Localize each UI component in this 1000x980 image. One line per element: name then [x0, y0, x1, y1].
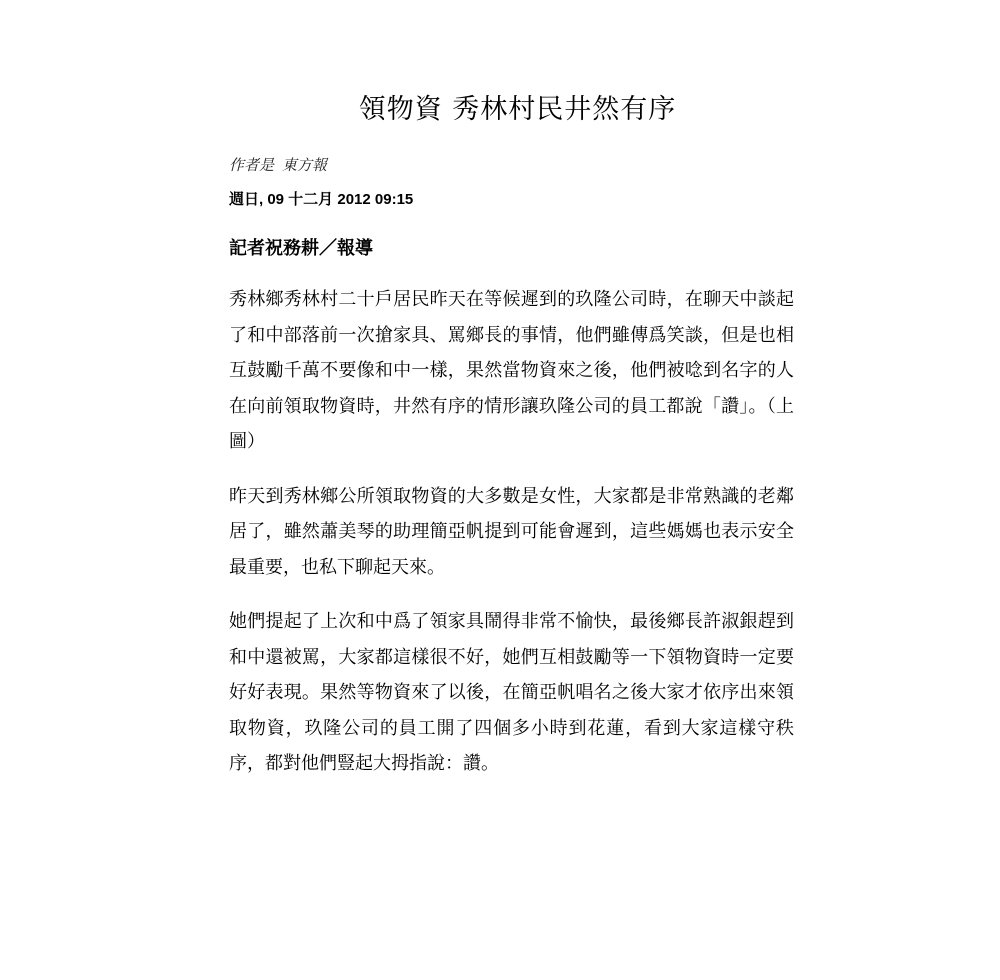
- paragraph-2: 昨天到秀林鄉公所領取物資的大多數是女性，大家都是非常熟識的老鄰居了，雖然蕭美琴的助理簡亞帆提到可能會遲到，這些媽媽也表示安全最重要，也私下聊起天來。: [229, 485, 794, 578]
- reporter-credit: 記者祝務耕／報導: [229, 238, 373, 259]
- article-title: 領物資 秀林村民井然有序: [358, 94, 677, 125]
- author-label: 作者是: [229, 156, 275, 174]
- byline: [229, 154, 794, 176]
- paragraph-3: 她們提起了上次和中爲了領家具鬧得非常不愉快，最後鄉長許淑銀趕到和中還被罵，大家都這樣很不好，她們互相鼓勵等一下領物資時一定要好好表現。果然等物資來了以後，在簡亞帆唱名之後大家才依序出來領取物資，玖隆公司的員工開了四個多小時到花蓮，看到大家這樣守秩序，都對他們豎起大拇指說：讚。: [229, 611, 794, 774]
- author-name: 東方報: [282, 156, 328, 174]
- article: [229, 88, 794, 801]
- paragraph-1: 秀林鄉秀林村二十戶居民昨天在等候遲到的玖隆公司時，在聊天中談起了和中部落前一次搶家具、罵鄉長的事情，他們雖傳爲笑談，但是也相互鼓勵千萬不要像和中一樣，果然當物資來之後，他們被唸到名字的人在向前領取物資時，井然有序的情形讓玖隆公司的員工都說「讚」。（上圖）: [229, 289, 794, 452]
- publish-date: 週日, 09 十二月 2012 09:15: [229, 191, 414, 208]
